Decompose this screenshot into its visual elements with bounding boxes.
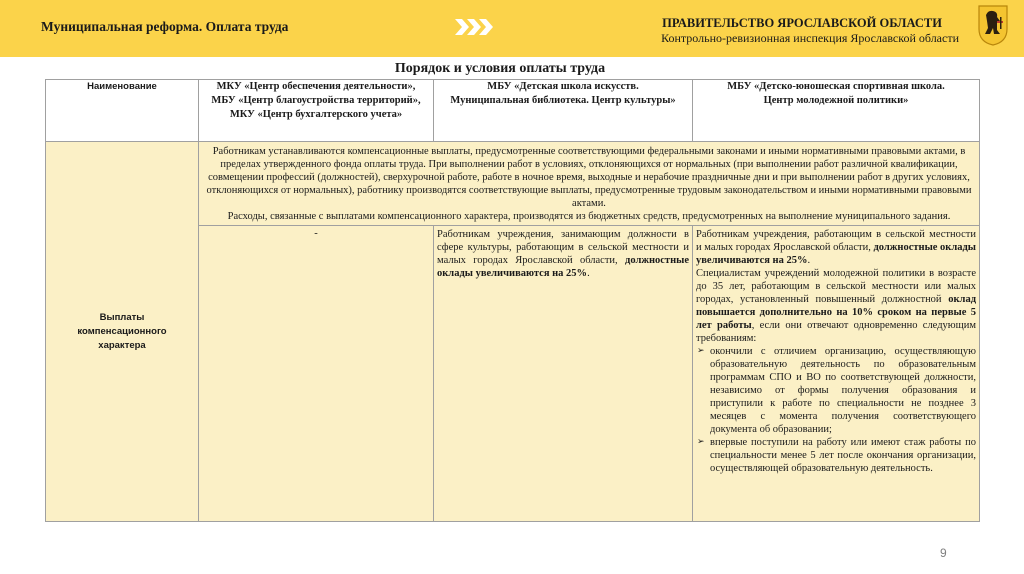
page-number: 9 — [940, 546, 947, 560]
mku-cell: - — [199, 226, 434, 522]
culture-text: Работникам учреждения, занимающим должности в сфере культуры, работающим в сельской местности и малых городах Ярославской области, — [437, 229, 689, 266]
sport-cell — [693, 226, 980, 522]
government-name: ПРАВИТЕЛЬСТВО ЯРОСЛАВСКОЙ ОБЛАСТИ — [662, 16, 942, 30]
common-text-paragraph: Работникам устанавливаются компенсационные выплаты, предусмотренные соответствующими федеральными законами и иными нормативными правовыми актами, в пределах утвержденного фонда оплаты труда. При выполнении работ в условиях, отклоняющихся от нормальных (при выполнении работ различной квалификации, совмещении профессий (должностей), сверхурочной работе, работе в ночное время, выходные и нерабочие праздничные дни и при выполнении работ в других условиях, отклоняющихся от нормальных), работнику производятся соответствующие выплаты, предусмотренные трудовым законодательством и иными нормативными правовыми актами. — [206, 146, 972, 209]
sport-youth-text: Специалистам учреждений молодежной политики в возрасте до 35 лет, работающим в сельской местности или малых городах, установленный повышенный должностной — [696, 268, 976, 305]
column-header-culture: МБУ «Детская школа искусств. Муниципальная библиотека. Центр культуры» — [434, 80, 693, 142]
sport-paragraph-1 — [696, 228, 976, 267]
culture-cell — [434, 226, 693, 522]
sport-text: Работникам учреждения, работающим в сельской местности и малых городах Ярославской области, — [696, 229, 976, 253]
column-header-name: Наименование — [46, 80, 199, 142]
header-bar — [0, 0, 1024, 57]
presentation-title: Муниципальная реформа. Оплата труда — [41, 19, 289, 34]
culture-text-end: . — [587, 268, 590, 279]
chevrons-right-icon — [455, 19, 495, 35]
coat-of-arms-icon — [976, 3, 1010, 47]
list-item: ➢ впервые поступили на работу или имеют стаж работы по специальности менее 5 лет после окончания организации, осуществляющей образовательную деятельность. — [696, 436, 976, 475]
sport-bold-text: должностные оклады увеличиваются на 25% — [696, 242, 977, 266]
sport-youth-text-end: , если они отвечают одновременно следующим требованиям: — [696, 320, 976, 344]
common-text-expenses: Расходы, связанные с выплатами компенсационного характера, производятся из бюджетных средств, предусмотренных на выполнение муниципального задания. — [227, 211, 951, 222]
list-item: ➢ окончили с отличием организацию, осуществляющую образовательную деятельность по образовательным программам СПО и ВО по соответствующей должности, независимо от формы получения образования и приступили к работе по специальности не позднее 3 месяцев с момента получения соответствующего документа об образовании; — [696, 345, 976, 436]
sport-paragraph-2 — [696, 267, 976, 345]
culture-bold-text: должностные оклады увеличиваются на 25% — [437, 255, 689, 279]
table-row — [46, 142, 980, 226]
common-compensation-text — [199, 142, 980, 226]
inspection-name: Контрольно-ревизионная инспекция Ярославской области — [661, 31, 959, 45]
table-header-row — [46, 80, 980, 142]
column-header-sport: МБУ «Детско-юношеская спортивная школа. Центр молодежной политики» — [693, 80, 980, 142]
sport-text-end: . — [807, 255, 811, 266]
requirements-list — [696, 345, 976, 475]
column-header-mku: МКУ «Центр обеспечения деятельности», МБУ «Центр благоустройства территорий», МКУ «Центр бухгалтерского учета» — [199, 80, 434, 142]
pay-conditions-table — [45, 79, 980, 522]
sport-youth-bold: оклад повышается дополнительно на 10% сроком на первые 5 лет работы — [696, 294, 977, 331]
page-heading: Порядок и условия оплаты труда — [394, 61, 606, 76]
row-label-compensation: Выплаты компенсационного характера — [46, 142, 199, 522]
